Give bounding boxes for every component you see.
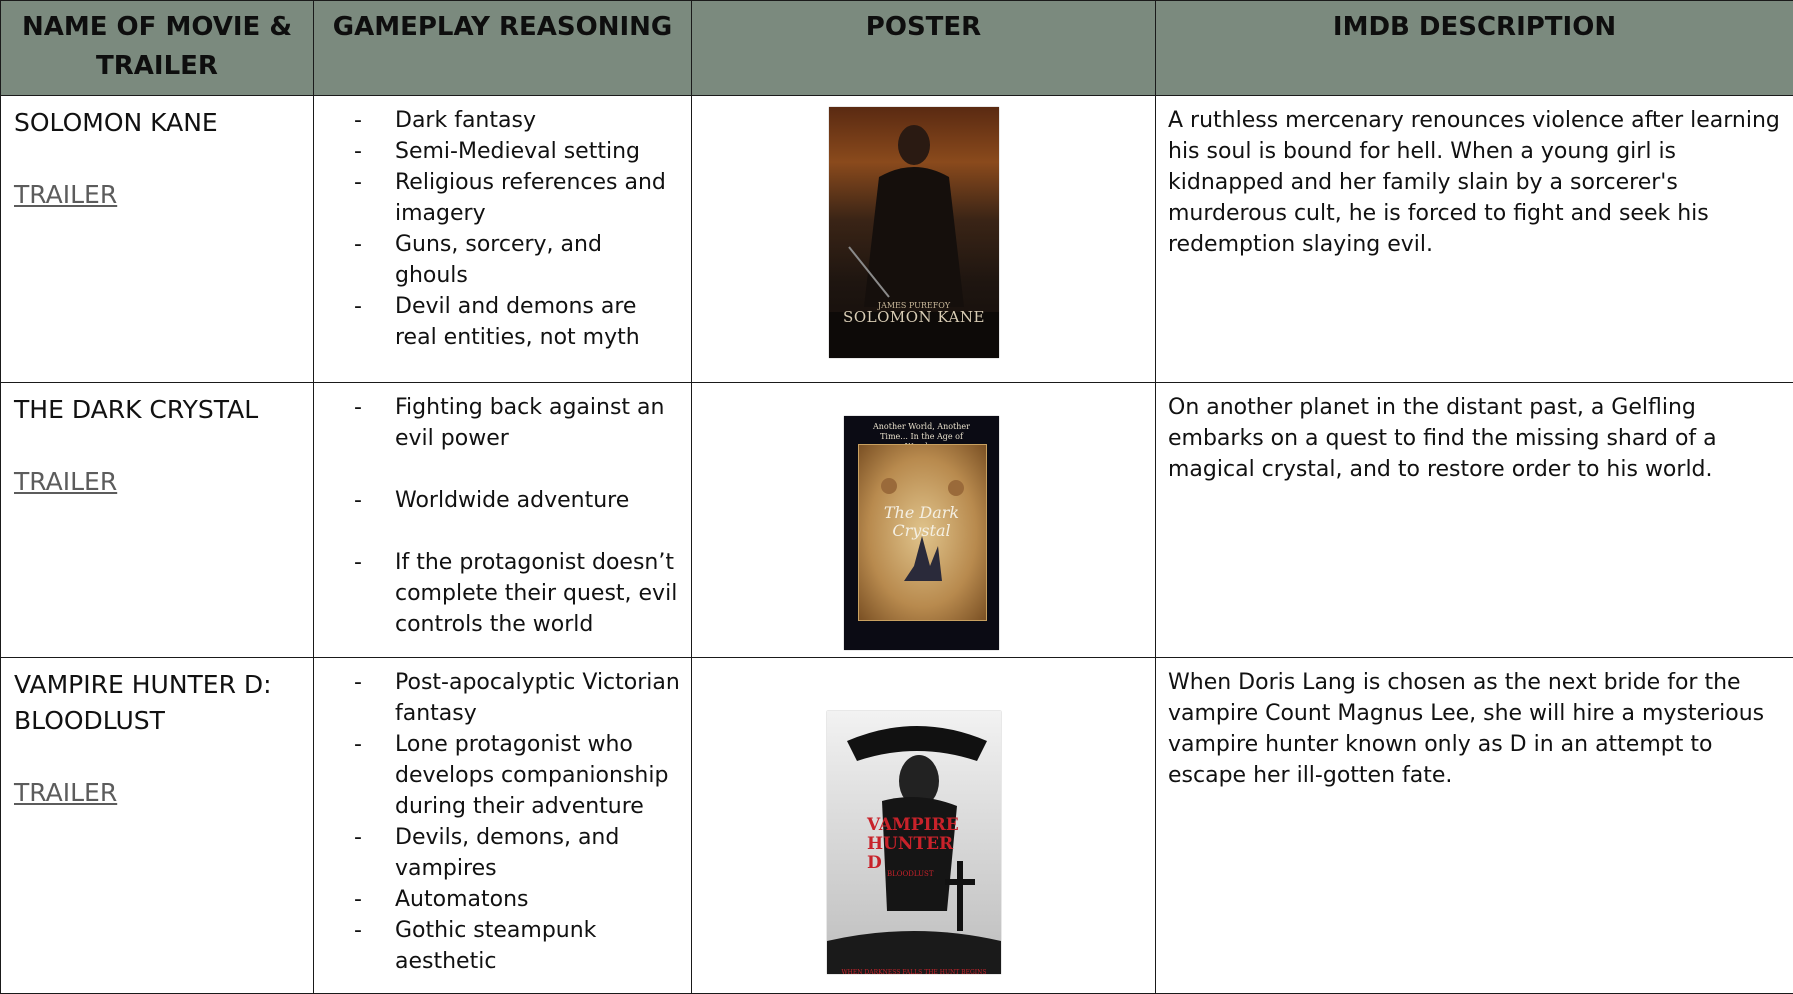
list-item: - Fighting back against an evil power [354,392,681,454]
list-item: - If the protagonist doesn’t complete their quest, evil controls the world [354,547,681,640]
list-item: - Guns, sorcery, and ghouls [354,229,681,291]
gameplay-cell [314,383,692,658]
list-item: - Dark fantasy [354,105,681,136]
poster-subtitle: BLOODLUST [827,859,1001,890]
list-item: - Post-apocalyptic Victorian fantasy [354,667,681,729]
poster-solomon-kane [829,107,999,358]
gameplay-cell [314,96,692,383]
header-row [1,1,1793,96]
movie-name-cell [1,658,314,994]
list-item: - Lone protagonist who develops companionship during their adventure [354,729,681,822]
poster-title: SOLOMON KANE [829,302,999,333]
trailer-link[interactable]: TRAILER [14,464,117,500]
poster-dark-crystal [844,416,999,650]
gameplay-list [314,658,691,977]
poster-cell [692,658,1156,994]
list-item: - Automatons [354,884,681,915]
list-item: - Devils, demons, and vampires [354,822,681,884]
table-row [1,383,1793,658]
list-item: - Worldwide adventure [354,485,681,516]
movie-title: THE DARK CRYSTAL [14,392,300,428]
movie-name-cell [1,383,314,658]
poster-title: VAMPIRE HUNTER D [827,816,1001,873]
imdb-description: On another planet in the distant past, a Gelfling embarks on a quest to find the missing shard of a magical crystal, and to restore order to his world. [1156,383,1793,658]
gameplay-cell [314,658,692,994]
header-name: NAME OF MOVIE & TRAILER [1,1,314,96]
poster-credit: JAMES PUREFOY [829,290,999,321]
movie-title: SOLOMON KANE [14,105,300,141]
movie-name-cell [1,96,314,383]
movie-title: VAMPIRE HUNTER D: BLOODLUST [14,667,300,739]
poster-tagline: WHEN DARKNESS FALLS THE HUNT BEGINS [827,957,1001,974]
list-item: - Religious references and imagery [354,167,681,229]
poster-cell [692,383,1156,658]
imdb-description: A ruthless mercenary renounces violence after learning his soul is bound for hell. When a young girl is kidnapped and her family slain by a sorcerer's murderous cult, he is forced to fight and seek his redemption slaying evil. [1156,96,1793,383]
trailer-link[interactable]: TRAILER [14,177,117,213]
list-item: - Semi-Medieval setting [354,136,681,167]
header-imdb: IMDB DESCRIPTION [1156,1,1793,96]
list-item: - Devil and demons are real entities, not myth [354,291,681,353]
table-row [1,96,1793,383]
gameplay-list [314,383,691,640]
header-poster: POSTER [692,1,1156,96]
poster-tagline: Another World, Another Time... In the Age of [844,422,999,452]
poster-title: The Dark Crystal [844,504,999,540]
imdb-description: When Doris Lang is chosen as the next bride for the vampire Count Magnus Lee, she will hire a mysterious vampire hunter known only as D in an attempt to escape her ill-gotten fate. [1156,658,1793,994]
gameplay-list [314,96,691,353]
poster-cell [692,96,1156,383]
list-item: - Gothic steampunk aesthetic [354,915,681,977]
header-gameplay: GAMEPLAY REASONING [314,1,692,96]
poster-art [844,416,999,650]
poster-vampire-hunter-d [827,711,1001,974]
table-row [1,658,1793,994]
trailer-link[interactable]: TRAILER [14,775,117,811]
